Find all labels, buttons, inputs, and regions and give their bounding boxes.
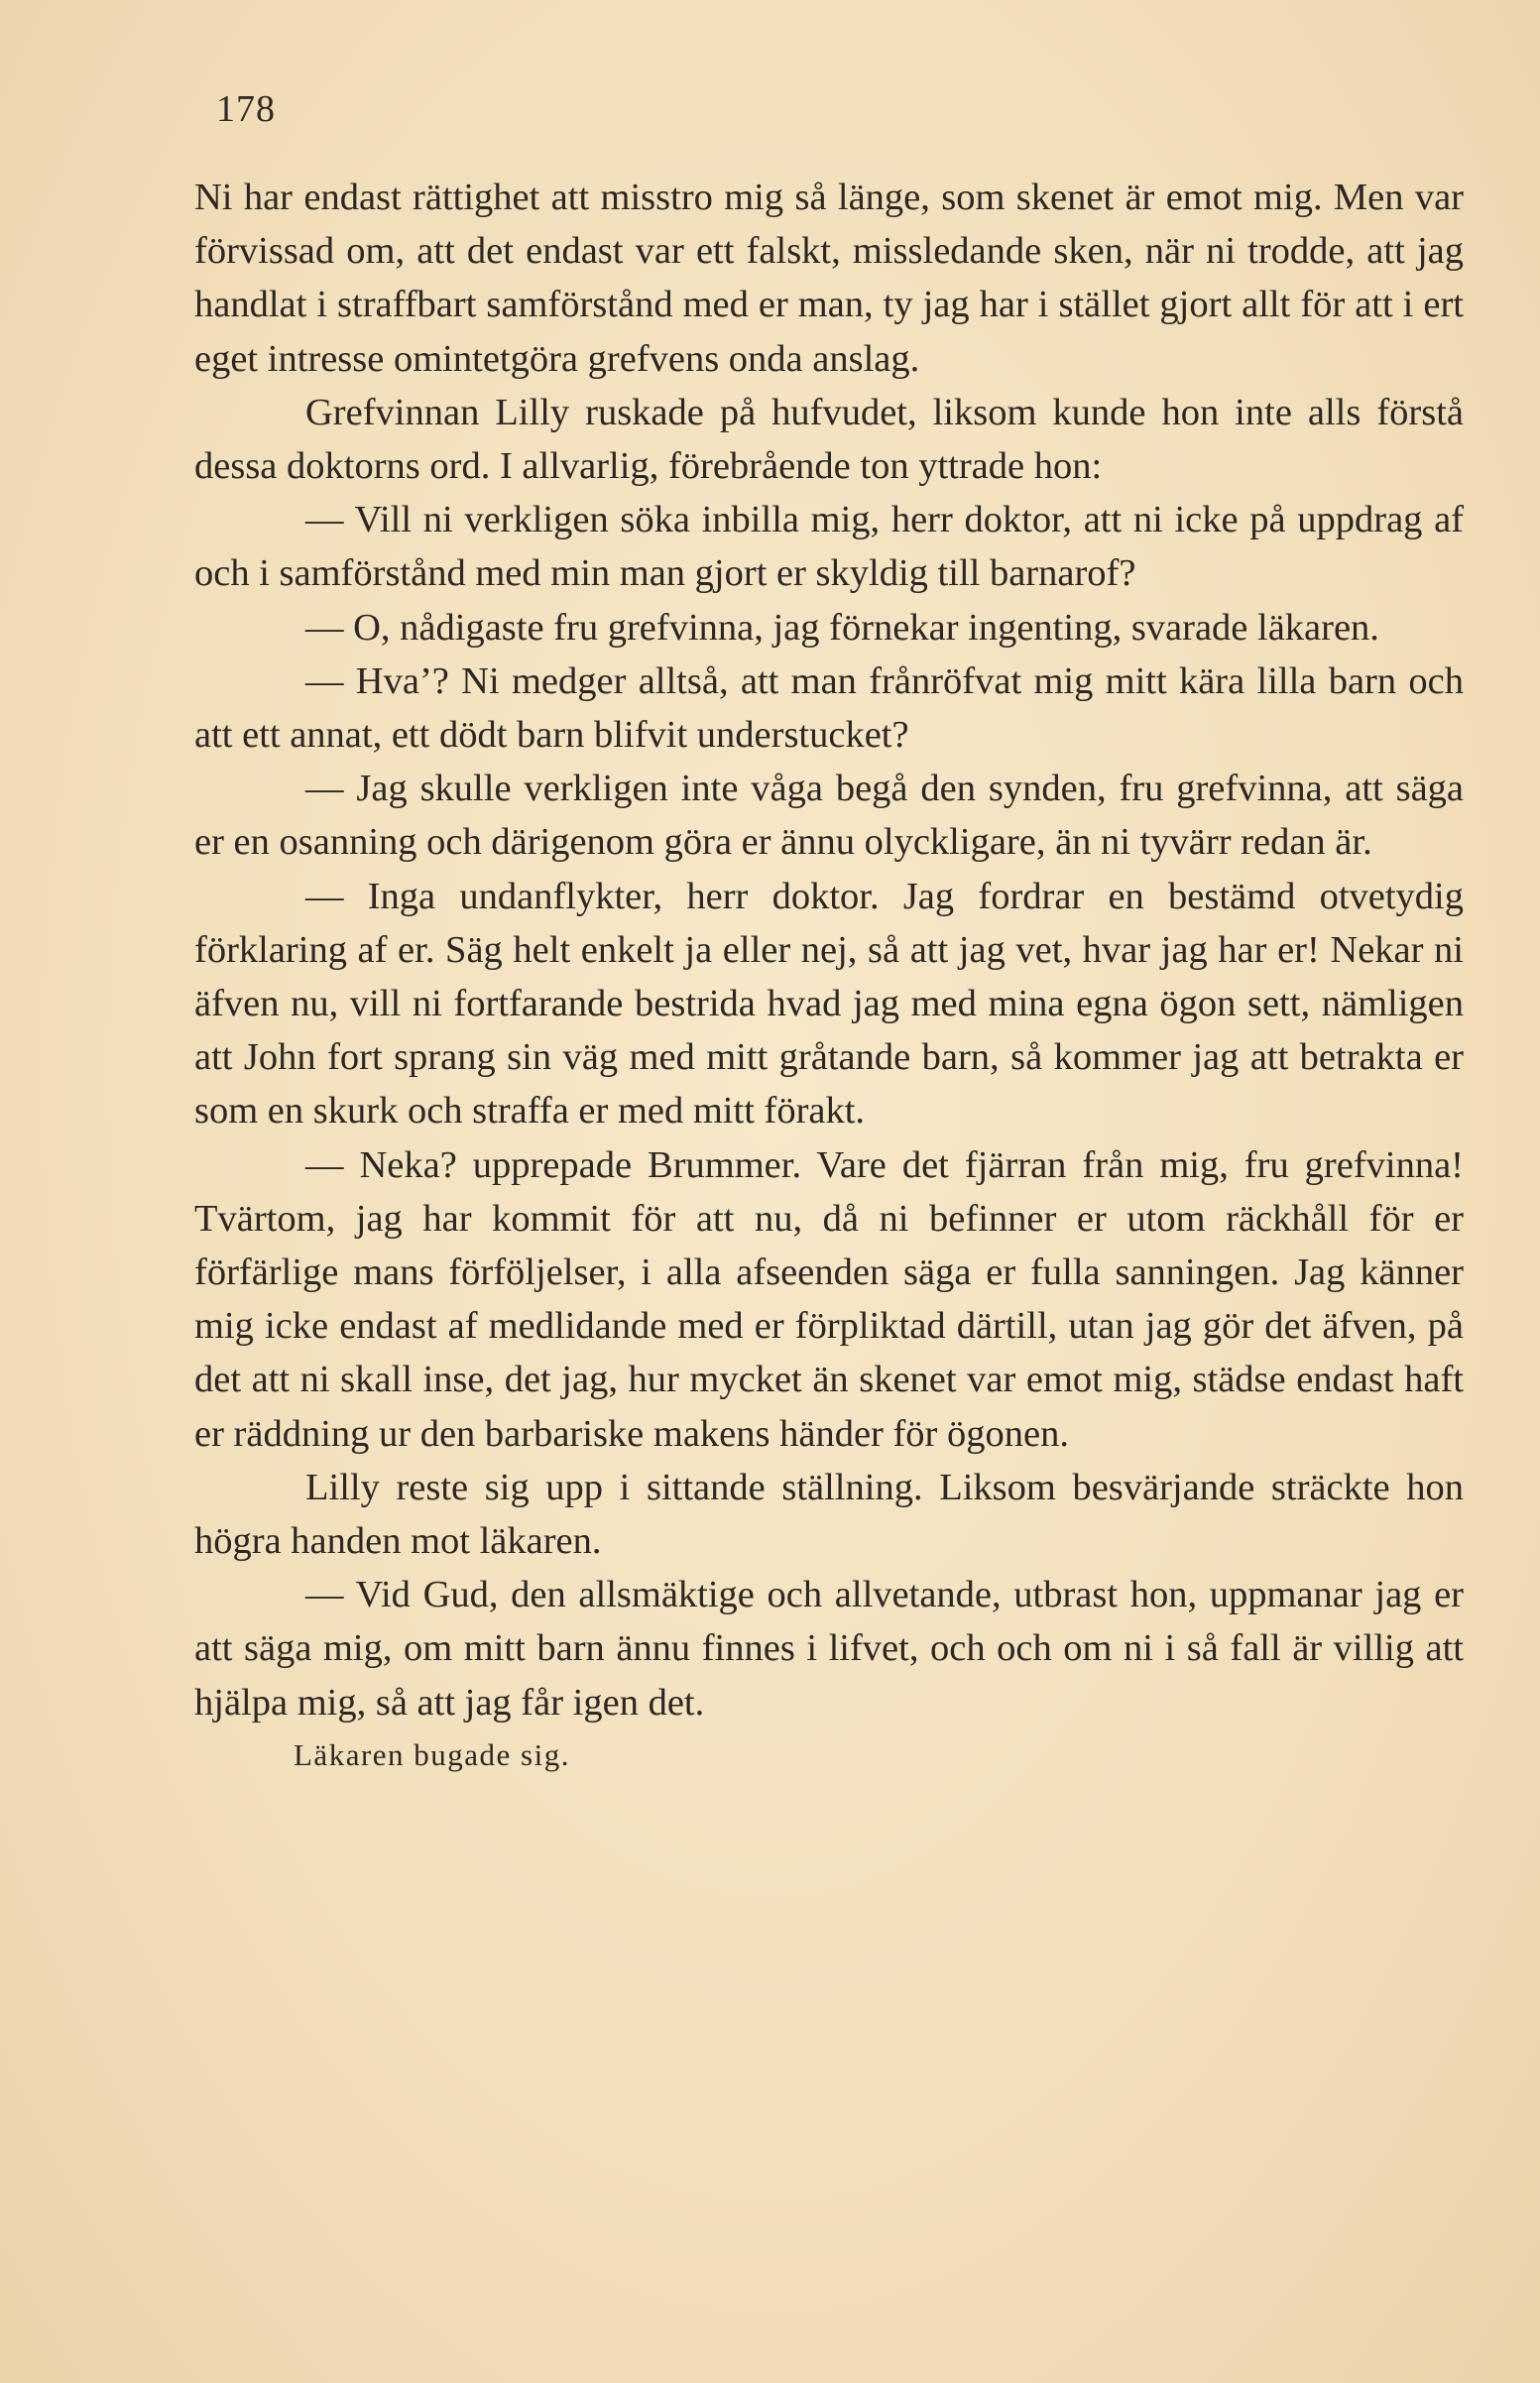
paragraph: Grefvinnan Lilly ruskade på hufvudet, liksom kunde hon inte alls förstå dessa doktorns ord. I allvarlig, förebrående ton yttrade hon: [194,391,1464,488]
body-text [194,171,1464,1777]
paragraph: — Hva’? Ni medger alltså, att man frånröfvat mig mitt kära lilla barn och att ett annat, ett dödt barn blifvit understucket? [194,659,1464,757]
paragraph: Ni har endast rättighet att misstro mig så länge, som skenet är emot mig. Men var förvissad om, att det endast var ett falskt, missledande sken, när ni trodde, att jag handlat i straffbart samförstånd med er man, ty jag har i stället gjort allt för att i ert eget intresse omintetgöra grefvens onda anslag. [194,177,1464,380]
paragraph: — Vid Gud, den allsmäktige och allvetande, utbrast hon, uppmanar jag er att säga mig, om mitt barn ännu finnes i lifvet, och och om ni i så fall är villig att hjälpa mig, så att jag får igen det. [194,1574,1464,1724]
page-number: 178 [216,88,276,130]
paragraph: — O, nådigaste fru grefvinna, jag förnekar ingenting, svarade läkaren. [305,606,1379,649]
paragraph: — Vill ni verkligen söka inbilla mig, herr doktor, att ni icke på uppdrag af och i samförstånd med min man gjort er skyldig till barnarof? [194,499,1464,595]
paragraph: — Jag skulle verkligen inte våga begå den synden, fru grefvinna, att säga er en osanning och därigenom göra er ännu olyckligare, än ni tyvärr redan är. [194,768,1464,864]
paragraph: — Inga undanflykter, herr doktor. Jag fordrar en bestämd otvetydig förklaring af er. Säg helt enkelt ja eller nej, så att jag vet, hvar jag har er! Nekar ni äfven nu, vill ni fortfarande bestrida hvad jag med mina egna ögon sett, nämligen att John fort sprang sin väg med mitt gråtande barn, så kommer jag att betrakta er som en skurk och straffa er med mitt förakt. [194,875,1464,1132]
paragraph: — Neka? upprepade Brummer. Vare det fjärran från mig, fru grefvinna! Tvärtom, jag har kommit för att nu, då ni befinner er utom räckhåll för er förfärlige mans förföljelser, i alla afseenden säga er fulla sanningen. Jag känner mig icke endast af medlidande med er förpliktad därtill, utan jag gör det äfven, på det att ni skall inse, det jag, hur mycket än skenet var emot mig, städse endast haft er räddning ur den barbariske makens händer för ögonen. [194,1143,1464,1455]
running-footer-line: Läkaren bugade sig. [294,1736,570,1772]
paragraph: Lilly reste sig upp i sittande ställning. Liksom besvärjande sträckte hon högra handen mot läkaren. [194,1466,1464,1563]
